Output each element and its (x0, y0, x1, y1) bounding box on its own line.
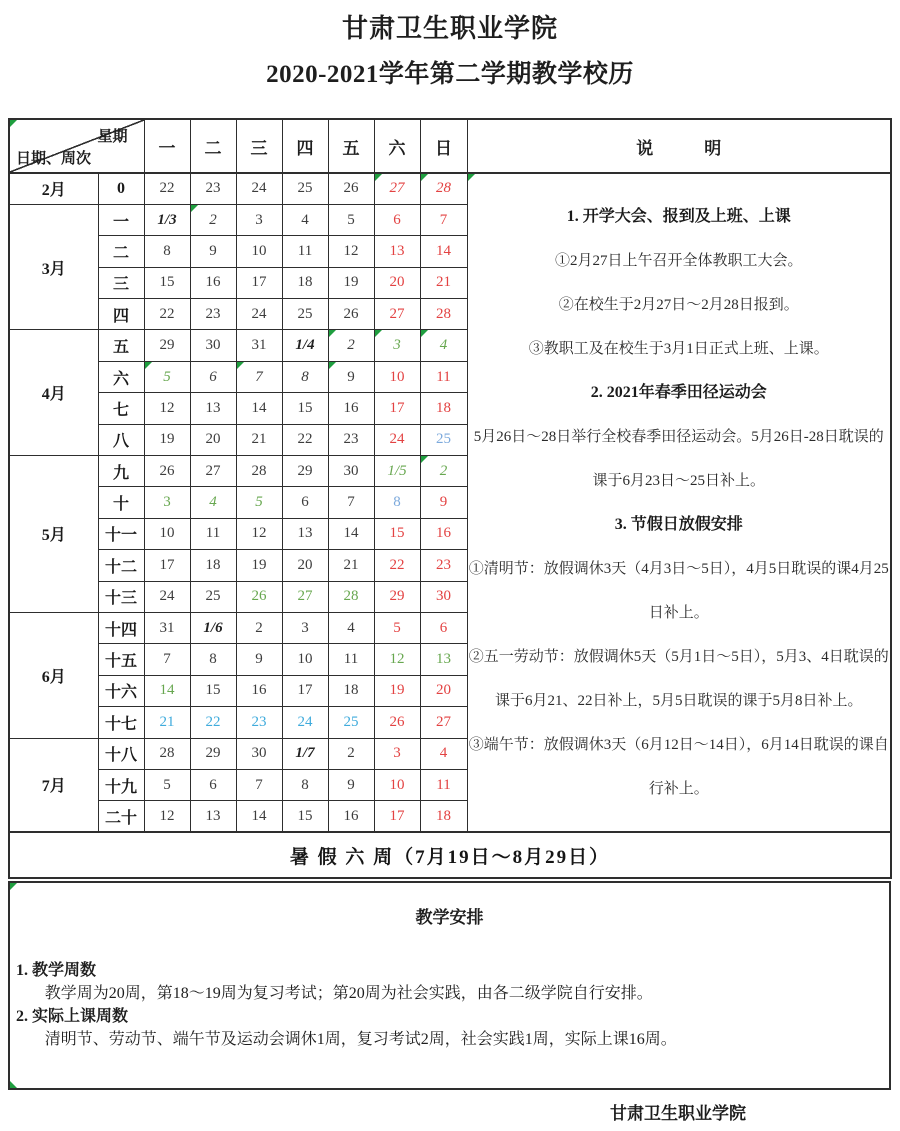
day-cell: 8 (374, 487, 420, 518)
week-number: 三 (98, 267, 144, 298)
day-cell: 3 (374, 330, 420, 361)
day-cell: 15 (374, 518, 420, 549)
day-cell: 12 (236, 518, 282, 549)
day-cell: 11 (328, 644, 374, 675)
day-cell: 15 (282, 393, 328, 424)
day-cell: 30 (420, 581, 467, 612)
day-cell: 28 (420, 173, 467, 204)
day-cell: 13 (282, 518, 328, 549)
month-label: 5月 (9, 456, 98, 613)
day-cell: 1/3 (144, 204, 190, 235)
day-cell: 18 (420, 393, 467, 424)
day-cell: 14 (236, 393, 282, 424)
day-cell: 2 (420, 456, 467, 487)
note-paragraph: 3. 节假日放假安排 (614, 515, 743, 533)
day-cell: 22 (282, 424, 328, 455)
day-cell: 6 (374, 204, 420, 235)
calendar-table (8, 118, 892, 879)
week-number: 十七 (98, 707, 144, 738)
day-cell: 14 (328, 518, 374, 549)
day-cell: 26 (374, 707, 420, 738)
day-cell: 12 (144, 393, 190, 424)
day-cell: 24 (236, 299, 282, 330)
calendar-body (9, 173, 891, 832)
day-cell: 8 (190, 644, 236, 675)
day-cell: 30 (328, 456, 374, 487)
day-cell: 27 (282, 581, 328, 612)
week-number: 七 (98, 393, 144, 424)
day-cell: 11 (190, 518, 236, 549)
day-cell: 17 (144, 550, 190, 581)
day-cell: 28 (420, 299, 467, 330)
weekday-header-thu: 四 (282, 119, 328, 173)
day-cell: 20 (374, 267, 420, 298)
day-cell: 19 (236, 550, 282, 581)
footer-school-name: 甘肃卫生职业学院 (610, 1104, 746, 1123)
day-cell: 13 (374, 236, 420, 267)
note-paragraph: ③教职工及在校生于3月1日正式上班、上课。 (528, 340, 829, 357)
week-number: 五 (98, 330, 144, 361)
day-cell: 14 (144, 675, 190, 706)
day-cell: 15 (282, 801, 328, 832)
day-cell: 24 (374, 424, 420, 455)
page-subtitle: 2020-2021学年第二学期教学校历 (266, 61, 634, 88)
day-cell: 10 (144, 518, 190, 549)
day-cell: 4 (190, 487, 236, 518)
day-cell: 31 (144, 612, 190, 643)
day-cell: 7 (236, 361, 282, 392)
week-number: 一 (98, 204, 144, 235)
page-title: 甘肃卫生职业学院 (341, 14, 558, 43)
week-number: 十八 (98, 738, 144, 769)
week-number: 十三 (98, 581, 144, 612)
teaching-item-heading: 2. 实际上课周数 (16, 1008, 129, 1025)
day-cell: 30 (190, 330, 236, 361)
day-cell: 16 (328, 393, 374, 424)
day-cell: 18 (328, 675, 374, 706)
teaching-item-body: 教学周为20周，第18～19周为复习考试；第20周为社会实践，由各二级学院自行安排。 (44, 985, 653, 1002)
weekday-header-sat: 六 (374, 119, 420, 173)
day-cell: 1/7 (282, 738, 328, 769)
day-cell: 25 (190, 581, 236, 612)
day-cell: 6 (190, 361, 236, 392)
day-cell: 11 (420, 769, 467, 800)
day-cell: 27 (374, 299, 420, 330)
day-cell: 16 (328, 801, 374, 832)
day-cell: 23 (328, 424, 374, 455)
day-cell: 20 (420, 675, 467, 706)
month-label: 4月 (9, 330, 98, 456)
day-cell: 21 (328, 550, 374, 581)
day-cell: 25 (420, 424, 467, 455)
day-cell: 18 (190, 550, 236, 581)
day-cell: 13 (420, 644, 467, 675)
table-header-row (9, 119, 891, 173)
day-cell: 24 (282, 707, 328, 738)
day-cell: 28 (144, 738, 190, 769)
day-cell: 9 (328, 361, 374, 392)
day-cell: 10 (236, 236, 282, 267)
week-number: 十 (98, 487, 144, 518)
month-label: 3月 (9, 204, 98, 330)
day-cell: 13 (190, 393, 236, 424)
day-cell: 3 (144, 487, 190, 518)
day-cell: 20 (190, 424, 236, 455)
day-cell: 8 (144, 236, 190, 267)
day-cell: 26 (144, 456, 190, 487)
summer-vacation-label: 暑 假 六 周（7月19日～8月29日） (9, 832, 891, 878)
month-label: 7月 (9, 738, 98, 832)
note-paragraph: 2. 2021年春季田径运动会 (590, 383, 767, 401)
week-number: 二十 (98, 801, 144, 832)
day-cell: 22 (144, 173, 190, 204)
day-cell: 29 (282, 456, 328, 487)
day-cell: 7 (328, 487, 374, 518)
day-cell: 19 (144, 424, 190, 455)
note-paragraph: 1. 开学大会、报到及上班、上课 (566, 207, 791, 225)
day-cell: 3 (282, 612, 328, 643)
day-cell: 17 (282, 675, 328, 706)
day-cell: 25 (282, 299, 328, 330)
day-cell: 8 (282, 769, 328, 800)
day-cell: 11 (282, 236, 328, 267)
day-cell: 23 (190, 299, 236, 330)
teaching-arrangement-list (16, 959, 879, 1051)
note-paragraph: 5月26日～28日举行全校春季田径运动会。5月26日-28日耽误的课于6月23日～25日补上。 (473, 428, 884, 489)
day-cell: 30 (236, 738, 282, 769)
month-label: 6月 (9, 612, 98, 738)
week-number: 十四 (98, 612, 144, 643)
day-cell: 10 (374, 769, 420, 800)
note-paragraph: ①清明节：放假调休3天（4月3日～5日），4月5日耽误的课4月25日补上。 (468, 560, 889, 621)
day-cell: 17 (236, 267, 282, 298)
day-cell: 1/5 (374, 456, 420, 487)
day-cell: 15 (190, 675, 236, 706)
day-cell: 9 (190, 236, 236, 267)
day-cell: 5 (144, 361, 190, 392)
day-cell: 23 (190, 173, 236, 204)
calendar-row (9, 173, 891, 204)
day-cell: 16 (190, 267, 236, 298)
day-cell: 5 (374, 612, 420, 643)
day-cell: 4 (420, 738, 467, 769)
day-cell: 21 (144, 707, 190, 738)
week-number: 十五 (98, 644, 144, 675)
week-number: 十二 (98, 550, 144, 581)
day-cell: 9 (328, 769, 374, 800)
day-cell: 23 (236, 707, 282, 738)
day-cell: 14 (420, 236, 467, 267)
day-cell: 4 (282, 204, 328, 235)
day-cell: 28 (328, 581, 374, 612)
notes-cell (467, 173, 891, 832)
day-cell: 6 (190, 769, 236, 800)
day-cell: 5 (236, 487, 282, 518)
day-cell: 22 (144, 299, 190, 330)
notes-header: 说 明 (467, 119, 891, 173)
day-cell: 7 (144, 644, 190, 675)
day-cell: 24 (236, 173, 282, 204)
week-number: 十六 (98, 675, 144, 706)
weekday-header-fri: 五 (328, 119, 374, 173)
day-cell: 3 (236, 204, 282, 235)
week-number: 八 (98, 424, 144, 455)
day-cell: 25 (282, 173, 328, 204)
day-cell: 11 (420, 361, 467, 392)
day-cell: 17 (374, 393, 420, 424)
day-cell: 14 (236, 801, 282, 832)
day-cell: 16 (236, 675, 282, 706)
day-cell: 21 (236, 424, 282, 455)
day-cell: 2 (236, 612, 282, 643)
day-cell: 27 (420, 707, 467, 738)
weekday-header-mon: 一 (144, 119, 190, 173)
day-cell: 1/6 (190, 612, 236, 643)
day-cell: 2 (328, 330, 374, 361)
day-cell: 4 (328, 612, 374, 643)
day-cell: 18 (420, 801, 467, 832)
day-cell: 4 (420, 330, 467, 361)
teaching-arrangement-box (8, 881, 891, 1090)
day-cell: 1/4 (282, 330, 328, 361)
week-number: 十一 (98, 518, 144, 549)
week-number: 0 (98, 173, 144, 204)
note-paragraph: ③端午节：放假调休3天（6月12日～14日），6月14日耽误的课自行补上。 (468, 736, 889, 797)
day-cell: 17 (374, 801, 420, 832)
day-cell: 19 (374, 675, 420, 706)
day-cell: 20 (282, 550, 328, 581)
teaching-item-body: 清明节、劳动节、端午节及运动会调休1周，复习考试2周，社会实践1周，实际上课16周。 (44, 1031, 677, 1048)
day-cell: 7 (420, 204, 467, 235)
day-cell: 21 (420, 267, 467, 298)
day-cell: 22 (374, 550, 420, 581)
day-cell: 22 (190, 707, 236, 738)
day-cell: 25 (328, 707, 374, 738)
day-cell: 8 (282, 361, 328, 392)
week-number: 二 (98, 236, 144, 267)
day-cell: 23 (420, 550, 467, 581)
day-cell: 29 (190, 738, 236, 769)
day-cell: 12 (374, 644, 420, 675)
note-paragraph: ②五一劳动节：放假调休5天（5月1日～5日），5月3、4日耽误的课于6月21、22日补上，5月5日耽误的课于5月8日补上。 (468, 648, 889, 709)
weekday-header-tue: 二 (190, 119, 236, 173)
corner-label-date-week: 日期、周次 (16, 151, 92, 167)
week-number: 四 (98, 299, 144, 330)
week-number: 九 (98, 456, 144, 487)
day-cell: 6 (420, 612, 467, 643)
day-cell: 9 (420, 487, 467, 518)
teaching-arrangement-title: 教学安排 (415, 908, 484, 927)
note-paragraph: ①2月27日上午召开全体教职工大会。 (554, 252, 803, 269)
teaching-item-heading: 1. 教学周数 (16, 962, 97, 979)
day-cell: 6 (282, 487, 328, 518)
day-cell: 13 (190, 801, 236, 832)
day-cell: 19 (328, 267, 374, 298)
day-cell: 28 (236, 456, 282, 487)
day-cell: 7 (236, 769, 282, 800)
day-cell: 12 (328, 236, 374, 267)
day-cell: 27 (190, 456, 236, 487)
day-cell: 26 (328, 173, 374, 204)
weekday-header-sun: 日 (420, 119, 467, 173)
day-cell: 18 (282, 267, 328, 298)
day-cell: 15 (144, 267, 190, 298)
day-cell: 31 (236, 330, 282, 361)
day-cell: 12 (144, 801, 190, 832)
summer-vacation-row (9, 832, 891, 878)
day-cell: 27 (374, 173, 420, 204)
day-cell: 3 (374, 738, 420, 769)
day-cell: 2 (328, 738, 374, 769)
weekday-header-wed: 三 (236, 119, 282, 173)
day-cell: 29 (144, 330, 190, 361)
day-cell: 26 (236, 581, 282, 612)
day-cell: 26 (328, 299, 374, 330)
day-cell: 10 (374, 361, 420, 392)
day-cell: 2 (190, 204, 236, 235)
day-cell: 9 (236, 644, 282, 675)
day-cell: 24 (144, 581, 190, 612)
corner-label-weekday: 星期 (97, 129, 128, 145)
week-number: 十九 (98, 769, 144, 800)
day-cell: 29 (374, 581, 420, 612)
corner-header-cell (9, 119, 144, 173)
note-paragraph: ②在校生于2月27日～2月28日报到。 (558, 296, 799, 313)
month-label: 2月 (9, 173, 98, 204)
day-cell: 5 (328, 204, 374, 235)
day-cell: 16 (420, 518, 467, 549)
day-cell: 10 (282, 644, 328, 675)
week-number: 六 (98, 361, 144, 392)
day-cell: 5 (144, 769, 190, 800)
